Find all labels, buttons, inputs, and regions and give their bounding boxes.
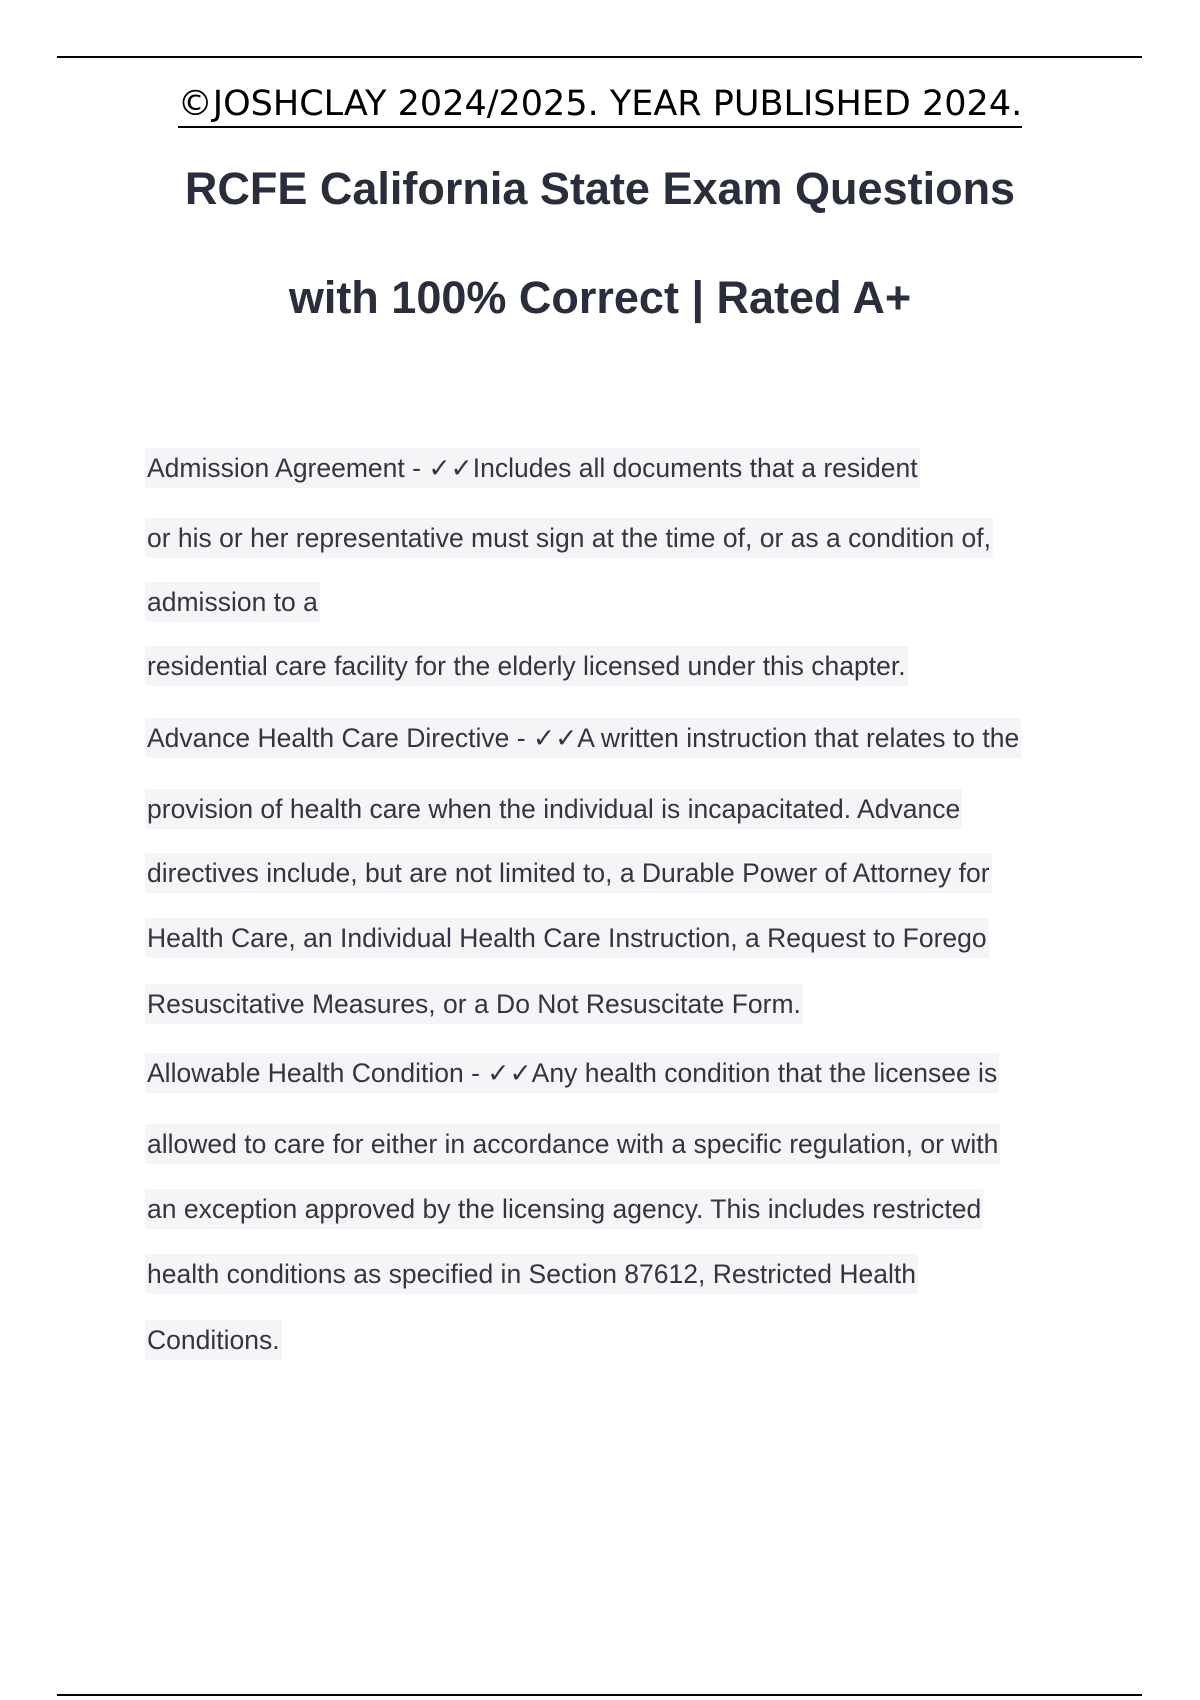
text-line: an exception approved by the licensing agency. This includes restricted: [145, 1189, 983, 1229]
text-line: Resuscitative Measures, or a Do Not Resuscitate Form.: [145, 984, 803, 1024]
text-line: Allowable Health Condition - ✓✓Any health condition that the licensee is: [145, 1053, 999, 1093]
text-line: admission to a: [145, 582, 320, 622]
text-line: or his or her representative must sign at the time of, or as a condition of,: [145, 518, 993, 558]
document-title-line-2: with 100% Correct | Rated A+: [288, 272, 912, 323]
bottom-rule: [57, 1694, 1142, 1696]
top-rule: [57, 56, 1142, 58]
text-line: health conditions as specified in Section 87612, Restricted Health: [145, 1254, 918, 1294]
text-line: allowed to care for either in accordance with a specific regulation, or with: [145, 1124, 1000, 1164]
copyright-text: ©JOSHCLAY 2024/2025. YEAR PUBLISHED 2024.: [178, 84, 1022, 128]
copyright-header: [0, 74, 1200, 134]
text-line: Advance Health Care Directive - ✓✓A written instruction that relates to the: [145, 718, 1021, 758]
text-line: directives include, but are not limited to, a Durable Power of Attorney for: [145, 853, 992, 893]
text-line: Admission Agreement - ✓✓Includes all documents that a resident: [145, 448, 920, 488]
text-line: residential care facility for the elderly licensed under this chapter.: [145, 646, 908, 686]
text-line: Health Care, an Individual Health Care Instruction, a Request to Forego: [145, 918, 989, 958]
text-line: Conditions.: [145, 1320, 282, 1360]
text-line: provision of health care when the individual is incapacitated. Advance: [145, 789, 962, 829]
document-title-line-1: RCFE California State Exam Questions: [184, 163, 1016, 214]
